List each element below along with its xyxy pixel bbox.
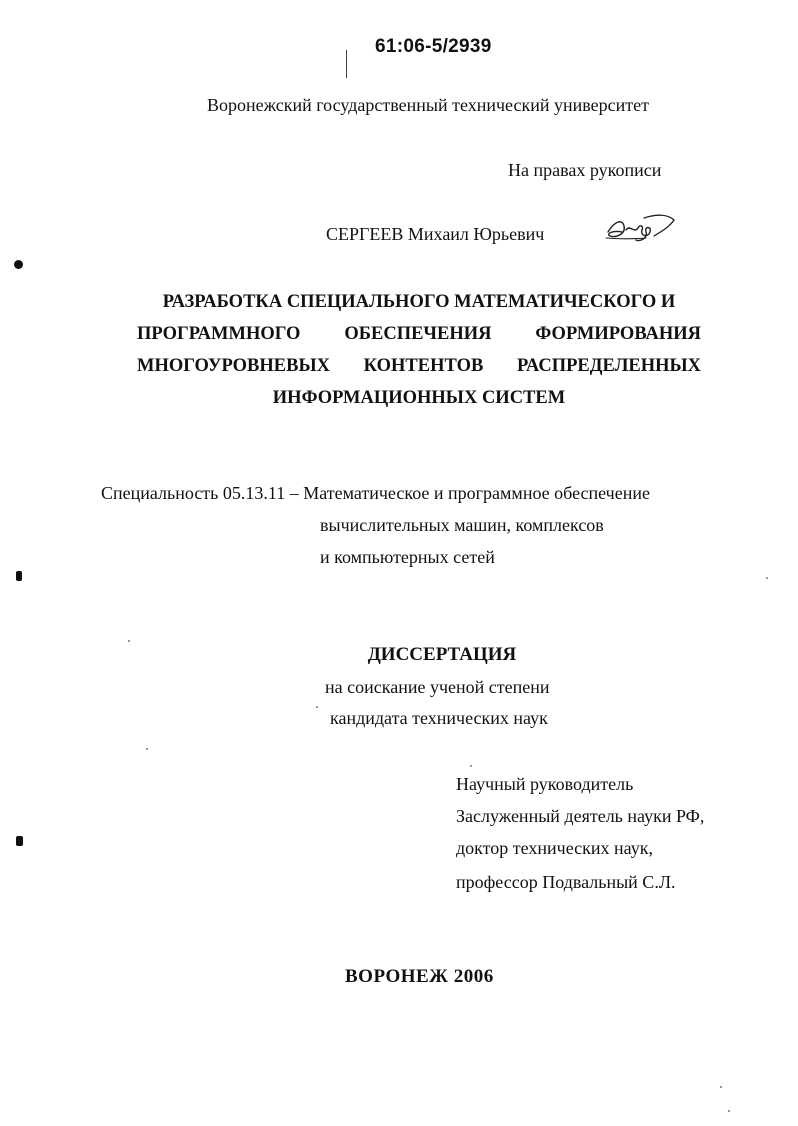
scan-speck [470,765,472,767]
title-line: ИНФОРМАЦИОННЫХ СИСТЕМ [272,388,566,408]
degree-line: на соискание ученой степени [325,677,550,697]
degree-line: кандидата технических наук [330,708,548,728]
scan-speck [720,1086,722,1088]
scan-speck [128,640,130,642]
title-line: МНОГОУРОВНЕВЫХ КОНТЕНТОВ РАСПРЕДЕЛЕННЫХ [137,356,701,376]
scan-speck [766,577,768,579]
supervisor-line: профессор Подвальный С.Л. [456,872,676,892]
specialty-line: вычислительных машин, комплексов [320,515,604,535]
specialty-line: и компьютерных сетей [320,547,495,567]
archive-mark [346,50,347,78]
binding-hole-mark [16,571,22,581]
author-name: СЕРГЕЕВ Михаил Юрьевич [326,224,545,244]
supervisor-line: Заслуженный деятель науки РФ, [456,806,705,826]
university-name: Воронежский государственный технический университет [207,95,649,115]
specialty-line: Специальность 05.13.11 – Математическое и программное обеспечение [101,483,650,503]
supervisor-line: доктор технических наук, [456,838,653,858]
title-line: РАЗРАБОТКА СПЕЦИАЛЬНОГО МАТЕМАТИЧЕСКОГО И [162,292,676,312]
scan-speck [316,706,318,708]
manuscript-rights-note: На правах рукописи [508,160,662,180]
supervisor-line: Научный руководитель [456,774,634,794]
work-type-heading: ДИССЕРТАЦИЯ [367,644,517,665]
dissertation-title [137,286,701,414]
city-year: ВОРОНЕЖ 2006 [345,966,494,987]
archive-code: 61:06-5/2939 [375,36,492,57]
author-signature [600,208,680,248]
title-line: ПРОГРАММНОГО ОБЕСПЕЧЕНИЯ ФОРМИРОВАНИЯ [137,324,701,344]
scan-speck [146,748,148,750]
scan-speck [728,1110,730,1112]
binding-hole-mark [14,260,23,269]
binding-hole-mark [16,836,23,846]
